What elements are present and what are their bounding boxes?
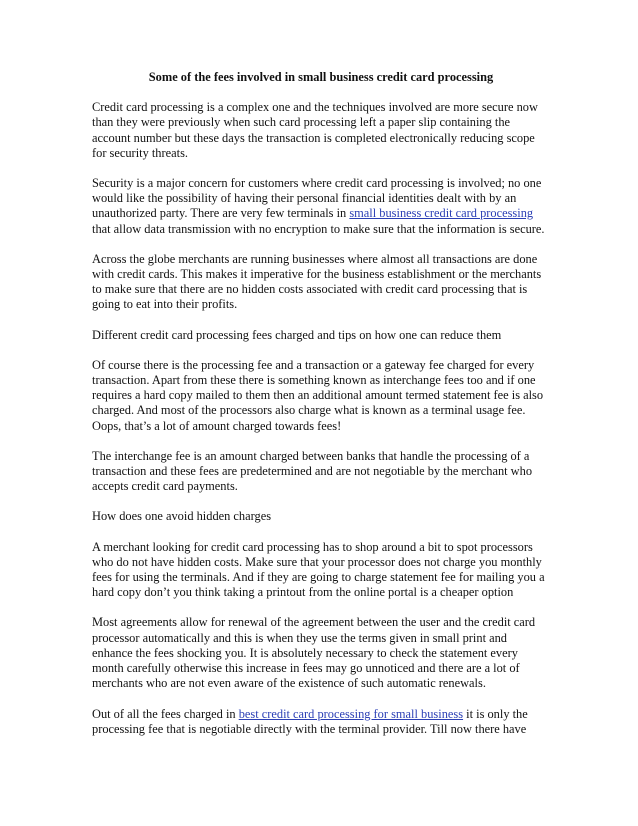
paragraph-text: Out of all the fees charged in bbox=[92, 706, 239, 721]
document-title: Some of the fees involved in small business credit card processing bbox=[148, 70, 494, 84]
paragraph-text: Security is a major concern for customers where credit card processing is involved; no one would like the possibility of having their personal financial identities dealt with by an unauthorized party. There are very few terminals in bbox=[92, 176, 542, 221]
best-credit-card-processing-link[interactable]: best credit card processing for small business bbox=[238, 706, 464, 721]
paragraph-security bbox=[92, 176, 550, 237]
paragraph-intro: Credit card processing is a complex one and the techniques involved are more secure now than they were previously when such card processing left a paper slip containing the account number but these days the transaction is completed electronically reducing scope for security threats. bbox=[92, 100, 538, 160]
document-body bbox=[92, 70, 550, 752]
paragraph-processing-fee: Of course there is the processing fee and a transaction or a gateway fee charged for every transaction. Apart from these there is something known as interchange fees too and if one requires a hard copy mailed to them then an additional amount termed statement fee is also charged. And most of the processors also charge what is known as a terminal usage fee. Oops, that’s a lot of amount charged towards fees! bbox=[92, 357, 544, 433]
paragraph-renewals: Most agreements allow for renewal of the agreement between the user and the credit card processor automatically and this is when they use the terms given in small print and enhance the fees shocking you. It is absolutely necessary to check the statement every month carefully otherwise this increase in fees may go unnoticed and there are a lot of merchants who are not even aware of the existence of such automatic renewals. bbox=[92, 615, 536, 691]
subheading-hidden-charges: How does one avoid hidden charges bbox=[92, 509, 272, 524]
paragraph-merchants: Across the globe merchants are running businesses where almost all transactions are done with credit cards. This makes it imperative for the business establishment or the merchants to make sure that there are no hidden costs associated with credit card processing that is going to eat into their profits. bbox=[92, 251, 542, 312]
paragraph-negotiable-fee bbox=[92, 707, 550, 737]
small-business-credit-card-processing-link[interactable]: small business credit card processing bbox=[349, 206, 534, 221]
paragraph-text: it is only the processing fee that is negotiable directly with the terminal provider. Till now there have bbox=[92, 706, 528, 736]
paragraph-interchange-fee: The interchange fee is an amount charged between banks that handle the processing of a transaction and these fees are predetermined and are not negotiable by the merchant who accepts credit card payments. bbox=[92, 448, 533, 494]
paragraph-shop-around: A merchant looking for credit card processing has to shop around a bit to spot processors who do not have hidden costs. Make sure that your processor does not charge you monthly fees for using the terminals. And if they are going to charge statement fee for mailing you a hard copy don’t you think taking a printout from the online portal is a cheaper option bbox=[92, 539, 545, 600]
paragraph-text: that allow data transmission with no encryption to make sure that the information is secure. bbox=[92, 221, 545, 236]
subheading-fees: Different credit card processing fees charged and tips on how one can reduce them bbox=[92, 327, 502, 342]
